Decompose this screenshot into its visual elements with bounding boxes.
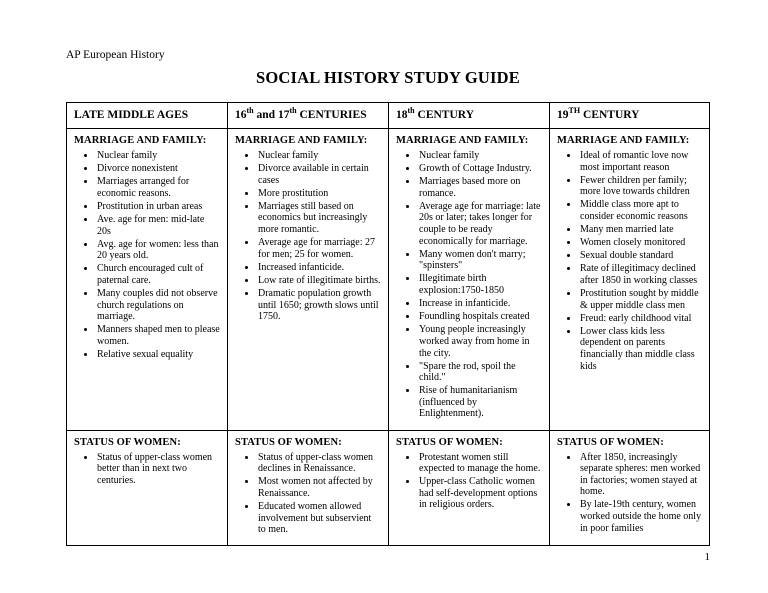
list-item: • Middle class more apt to consider economic reasons <box>579 199 702 222</box>
cell-marriage-16th-17th-centuries <box>228 129 389 431</box>
list-item: • Divorce nonexistent <box>96 163 220 175</box>
list-item: • Rise of humanitarianism (influenced by Enlightenment). <box>418 385 542 420</box>
column-header-16th-17th-centuries: 16th and 17th CENTURIES <box>228 103 389 129</box>
section-heading: MARRIAGE AND FAMILY: <box>557 135 690 146</box>
list-item: • Prostitution sought by middle & upper middle class men <box>579 288 702 311</box>
list-item: • Upper-class Catholic women had self-development options in religious orders. <box>418 476 542 511</box>
column-header-18th-century: 18th CENTURY <box>389 103 550 129</box>
list-item: • Status of upper-class women declines in Renaissance. <box>257 452 381 475</box>
section-heading: STATUS OF WOMEN: <box>74 436 181 448</box>
list-item: • Foundling hospitals created <box>418 311 542 323</box>
section-heading: STATUS OF WOMEN: <box>235 436 342 448</box>
list-item: • Many women don't marry; "spinsters" <box>418 249 542 272</box>
list-item: • Average age for marriage: 27 for men; 25 for women. <box>257 237 381 260</box>
list-item: • Avg. age for women: less than 20 years old. <box>96 239 220 262</box>
bullet-list <box>396 150 542 420</box>
list-item: • Marriages based more on romance. <box>418 176 542 199</box>
list-item: • Young people increasingly worked away from home in the city. <box>418 324 542 359</box>
list-item: • Rate of illegitimacy declined after 1850 in working classes <box>579 263 702 286</box>
course-label: AP European History <box>66 49 165 61</box>
list-item: • Protestant women still expected to manage the home. <box>418 452 542 475</box>
section-heading: MARRIAGE AND FAMILY: <box>396 135 529 146</box>
cell-marriage-late-middle-ages <box>67 129 228 431</box>
bullet-list <box>235 452 381 536</box>
list-item: • More prostitution <box>257 188 381 200</box>
cell-status-16th-17th-centuries <box>228 430 389 546</box>
section-heading: MARRIAGE AND FAMILY: <box>235 135 368 146</box>
list-item: • Relative sexual equality <box>96 349 220 361</box>
section-heading: STATUS OF WOMEN: <box>396 436 503 448</box>
list-item: • Low rate of illegitimate births. <box>257 275 381 287</box>
bullet-list <box>557 452 702 535</box>
list-item: • Ideal of romantic love now most important reason <box>579 150 702 173</box>
list-item: • After 1850, increasingly separate spheres: men worked in factories; women stayed at home. <box>579 452 702 498</box>
list-item: • Growth of Cottage Industry. <box>418 163 542 175</box>
list-item: • Manners shaped men to please women. <box>96 324 220 347</box>
list-item: • By late-19th century, women worked outside the home only in poor families <box>579 499 702 534</box>
list-item: • Dramatic population growth until 1650; growth slows until 1750. <box>257 288 381 323</box>
section-heading: STATUS OF WOMEN: <box>557 436 664 448</box>
list-item: • Ave. age for men: mid-late 20s <box>96 214 220 237</box>
list-item: • Increase in infanticide. <box>418 298 542 310</box>
list-item: • Marriages still based on economics but increasingly more romantic. <box>257 201 381 236</box>
cell-status-late-middle-ages <box>67 430 228 546</box>
bullet-list <box>396 452 542 511</box>
bullet-list <box>557 150 702 372</box>
table-body <box>67 129 710 546</box>
bullet-list <box>74 150 220 361</box>
section-heading: MARRIAGE AND FAMILY: <box>74 135 207 146</box>
list-item: • Most women not affected by Renaissance. <box>257 476 381 499</box>
list-item: • Church encouraged cult of paternal care. <box>96 263 220 286</box>
list-item: • Illegitimate birth explosion:1750-1850 <box>418 273 542 296</box>
list-item: • Women closely monitored <box>579 237 702 249</box>
cell-marriage-18th-century <box>389 129 550 431</box>
bullet-list <box>235 150 381 323</box>
list-item: • Fewer children per family; more love towards children <box>579 175 702 198</box>
cell-status-18th-century <box>389 430 550 546</box>
cell-marriage-19th-century <box>550 129 710 431</box>
page-number: 1 <box>704 551 710 563</box>
list-item: • Many couples did not observe church regulations on marriage. <box>96 288 220 323</box>
cell-status-19th-century <box>550 430 710 546</box>
list-item: • Educated women allowed involvement but subservient to men. <box>257 501 381 536</box>
list-item: • Status of upper-class women better than in next two centuries. <box>96 452 220 487</box>
page-title: SOCIAL HISTORY STUDY GUIDE <box>256 68 520 87</box>
list-item: • Nuclear family <box>418 150 542 162</box>
list-item: • Increased infanticide. <box>257 262 381 274</box>
column-header-late-middle-ages: LATE MIDDLE AGES <box>67 103 228 129</box>
list-item: • Nuclear family <box>96 150 220 162</box>
list-item: • Lower class kids less dependent on parents financially than middle class kids <box>579 326 702 372</box>
bullet-list <box>74 452 220 487</box>
list-item: • Sexual double standard <box>579 250 702 262</box>
list-item: • Prostitution in urban areas <box>96 201 220 213</box>
list-item: • Marriages arranged for economic reasons. <box>96 176 220 199</box>
list-item: • Many men married late <box>579 224 702 236</box>
table-row <box>67 129 710 431</box>
list-item: • Divorce available in certain cases <box>257 163 381 186</box>
list-item: • "Spare the rod, spoil the child." <box>418 361 542 384</box>
table-row <box>67 430 710 546</box>
column-header-19th-century: 19TH CENTURY <box>550 103 710 129</box>
list-item: • Freud: early childhood vital <box>579 313 702 325</box>
list-item: • Average age for marriage: late 20s or later; takes longer for couple to be ready economically for marriage. <box>418 201 542 247</box>
list-item: • Nuclear family <box>257 150 381 162</box>
social-history-table <box>66 102 710 546</box>
table-header-row <box>67 103 710 129</box>
